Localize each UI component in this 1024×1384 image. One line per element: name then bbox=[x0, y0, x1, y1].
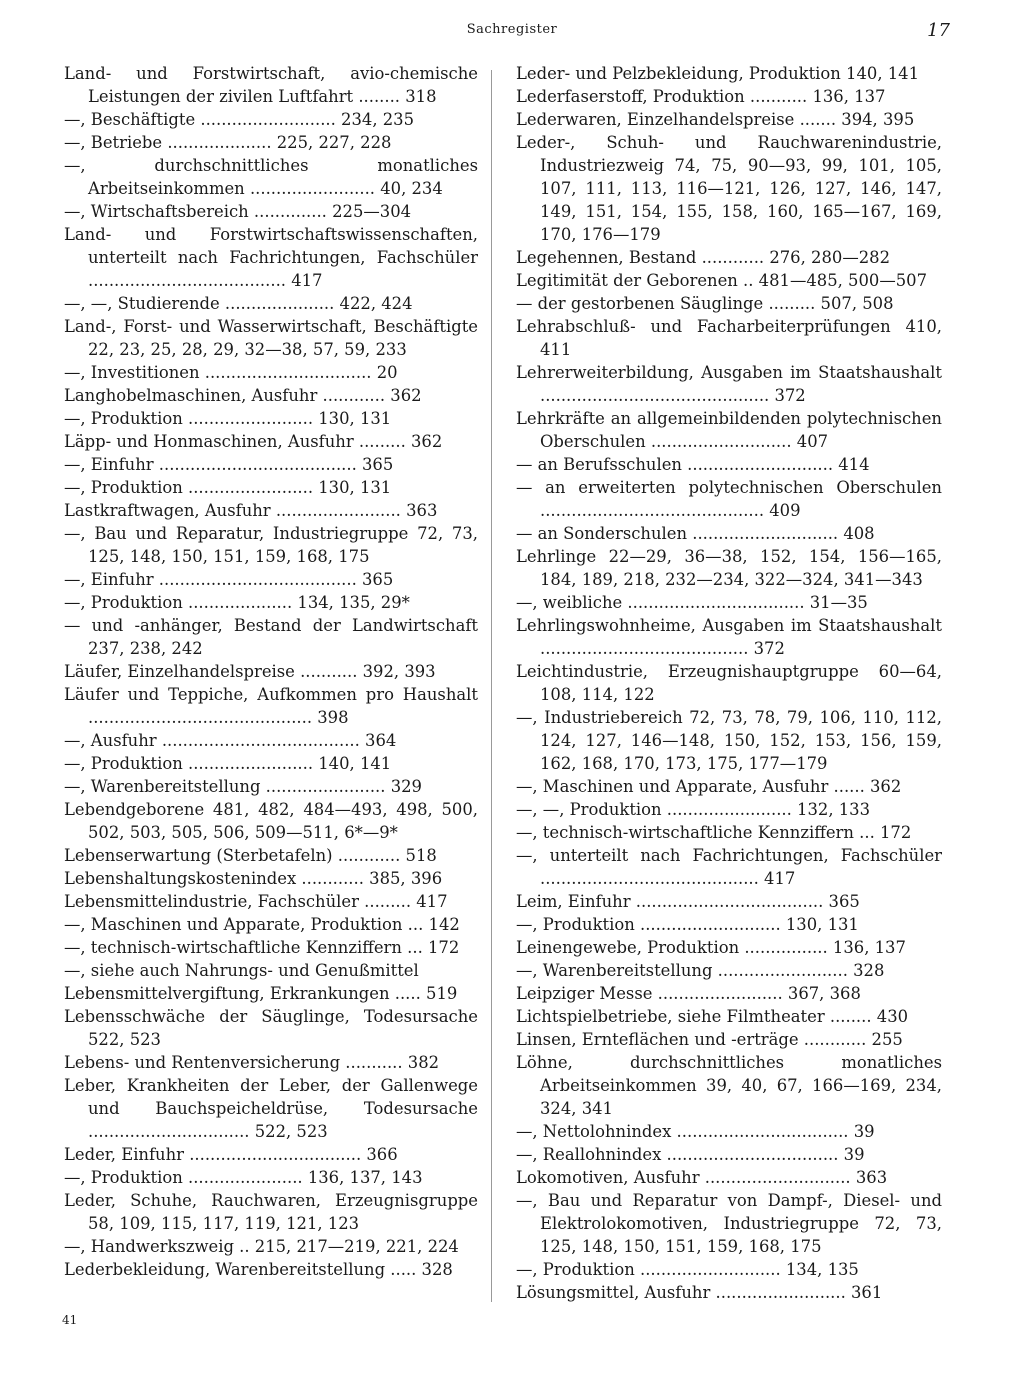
index-entry: —, Beschäftigte .......................... 234, 235 bbox=[64, 110, 415, 129]
index-entry: —, Warenbereitstellung ....................... 329 bbox=[64, 777, 422, 796]
index-entry: —, —, Studierende ..................... 422, 424 bbox=[64, 294, 413, 313]
index-entry: Leber, Krankheiten der Leber, der Gallenwege und Bauchspeicheldrüse, Todesursache ............................... 522, 523 bbox=[64, 1076, 478, 1141]
index-entry: —, unterteilt nach Fachrichtungen, Fachschüler .......................................... 417 bbox=[516, 846, 942, 888]
index-entry: Lehrerweiterbildung, Ausgaben im Staatshaushalt ............................................ 372 bbox=[516, 363, 942, 405]
index-entry: Leder, Einfuhr ................................. 366 bbox=[64, 1145, 398, 1164]
index-entry: Läufer und Teppiche, Aufkommen pro Haushalt ........................................... 398 bbox=[64, 685, 478, 727]
index-entry: —, Produktion ........................ 130, 131 bbox=[64, 478, 392, 497]
index-entry: —, Industriebereich 72, 73, 78, 79, 106, 110, 112, 124, 127, 146—148, 150, 152, 153, 156, 159, 162, 168, 170, 173, 175, 177—179 bbox=[516, 708, 942, 773]
index-entry: Lebenshaltungskostenindex ............ 385, 396 bbox=[64, 869, 443, 888]
index-entry: Löhne, durchschnittliches monatliches Arbeitseinkommen 39, 40, 67, 166—169, 234, 324, 341 bbox=[516, 1053, 942, 1118]
index-entry: Lebenserwartung (Sterbetafeln) ............ 518 bbox=[64, 846, 437, 865]
index-entry: — der gestorbenen Säuglinge ......... 507, 508 bbox=[516, 294, 894, 313]
index-entry: Lederfaserstoff, Produktion ........... 136, 137 bbox=[516, 87, 886, 106]
index-entry: — an Berufsschulen ............................ 414 bbox=[516, 455, 870, 474]
index-entry: Lebensmittelindustrie, Fachschüler ......... 417 bbox=[64, 892, 448, 911]
index-entry: Läufer, Einzelhandelspreise ........... 392, 393 bbox=[64, 662, 436, 681]
index-entry: —, Betriebe .................... 225, 227, 228 bbox=[64, 133, 392, 152]
index-entry: —, Bau und Reparatur, Industriegruppe 72, 73, 125, 148, 150, 151, 159, 168, 175 bbox=[64, 524, 478, 566]
index-entry: Leim, Einfuhr .................................... 365 bbox=[516, 892, 860, 911]
index-entry: — an Sonderschulen ............................ 408 bbox=[516, 524, 875, 543]
index-entry: Leder-, Schuh- und Rauchwarenindustrie, Industriezweig 74, 75, 90—93, 99, 101, 105, 107, 111, 113, 116—121, 126, 127, 146, 147, 149, 151, 154, 155, 158, 160, 165—167, 169, 170, 176—179 bbox=[516, 133, 942, 244]
running-header: Sachregister bbox=[466, 22, 558, 37]
index-entry: Läpp- und Honmaschinen, Ausfuhr ......... 362 bbox=[64, 432, 443, 451]
index-column-left bbox=[64, 62, 478, 1281]
index-entry: Lehrkräfte an allgemeinbildenden polytechnischen Oberschulen ........................... 407 bbox=[516, 409, 942, 451]
index-entry: —, Produktion ........................... 130, 131 bbox=[516, 915, 859, 934]
index-entry: Lichtspielbetriebe, siehe Filmtheater ........ 430 bbox=[516, 1007, 909, 1026]
index-entry: —, Investitionen ................................ 20 bbox=[64, 363, 398, 382]
index-entry: Lebensschwäche der Säuglinge, Todesursache 522, 523 bbox=[64, 1007, 478, 1049]
index-entry: Land- und Forstwirtschaftswissenschaften, unterteilt nach Fachrichtungen, Fachschüler ...................................... 417 bbox=[64, 225, 478, 290]
index-entry: Lastkraftwagen, Ausfuhr ........................ 363 bbox=[64, 501, 438, 520]
column-divider bbox=[491, 70, 492, 1302]
index-entry: Lederwaren, Einzelhandelspreise ....... 394, 395 bbox=[516, 110, 915, 129]
index-entry: —, Bau und Reparatur von Dampf-, Diesel- und Elektrolokomotiven, Industriegruppe 72, 73, 125, 148, 150, 151, 159, 168, 175 bbox=[516, 1191, 942, 1256]
index-entry: Land- und Forstwirtschaft, avio-chemische Leistungen der zivilen Luftfahrt ........ 318 bbox=[64, 64, 478, 106]
index-entry: Linsen, Ernteflächen und -erträge ............ 255 bbox=[516, 1030, 903, 1049]
index-entry: Legitimität der Geborenen .. 481—485, 500—507 bbox=[516, 271, 928, 290]
index-entry: —, Maschinen und Apparate, Produktion ... 142 bbox=[64, 915, 460, 934]
index-entry: —, Einfuhr ...................................... 365 bbox=[64, 455, 394, 474]
index-entry: —, Wirtschaftsbereich .............. 225—304 bbox=[64, 202, 412, 221]
index-entry: Land-, Forst- und Wasserwirtschaft, Beschäftigte 22, 23, 25, 28, 29, 32—38, 57, 59, 233 bbox=[64, 317, 478, 359]
index-entry: Lebensmittelvergiftung, Erkrankungen ..... 519 bbox=[64, 984, 458, 1003]
index-entry: —, technisch-wirtschaftliche Kennziffern ... 172 bbox=[516, 823, 912, 842]
index-entry: —, —, Produktion ........................ 132, 133 bbox=[516, 800, 871, 819]
index-entry: Lokomotiven, Ausfuhr ............................ 363 bbox=[516, 1168, 888, 1187]
index-entry: Leinengewebe, Produktion ................ 136, 137 bbox=[516, 938, 906, 957]
index-entry: —, Ausfuhr ...................................... 364 bbox=[64, 731, 397, 750]
index-entry: Leichtindustrie, Erzeugnishauptgruppe 60—64, 108, 114, 122 bbox=[516, 662, 942, 704]
index-entry: Lederbekleidung, Warenbereitstellung ..... 328 bbox=[64, 1260, 453, 1279]
index-entry: —, Nettolohnindex ................................. 39 bbox=[516, 1122, 875, 1141]
index-entry: Lehrlinge 22—29, 36—38, 152, 154, 156—165, 184, 189, 218, 232—234, 322—324, 341—343 bbox=[516, 547, 942, 589]
index-column-right bbox=[516, 62, 942, 1304]
index-entry: —, Produktion ........................ 140, 141 bbox=[64, 754, 392, 773]
index-entry: —, durchschnittliches monatliches Arbeitseinkommen ........................ 40, 234 bbox=[64, 156, 478, 198]
index-entry: —, Handwerkszweig .. 215, 217—219, 221, 224 bbox=[64, 1237, 459, 1256]
index-entry: Leder, Schuhe, Rauchwaren, Erzeugnisgruppe 58, 109, 115, 117, 119, 121, 123 bbox=[64, 1191, 478, 1233]
index-entry: Langhobelmaschinen, Ausfuhr ............ 362 bbox=[64, 386, 422, 405]
index-entry: Lebendgeborene 481, 482, 484—493, 498, 500, 502, 503, 505, 506, 509—511, 6*—9* bbox=[64, 800, 478, 842]
index-entry: — und -anhänger, Bestand der Landwirtschaft 237, 238, 242 bbox=[64, 616, 478, 658]
index-entry: —, Produktion ........................... 134, 135 bbox=[516, 1260, 859, 1279]
index-entry: Lehrabschluß- und Facharbeiterprüfungen 410, 411 bbox=[516, 317, 942, 359]
page-number: 17 bbox=[927, 20, 950, 41]
index-entry: —, siehe auch Nahrungs- und Genußmittel bbox=[64, 961, 419, 980]
index-entry: —, weibliche .................................. 31—35 bbox=[516, 593, 868, 612]
index-entry: Legehennen, Bestand ............ 276, 280—282 bbox=[516, 248, 890, 267]
index-entry: —, Produktion ...................... 136, 137, 143 bbox=[64, 1168, 423, 1187]
index-entry: —, Reallohnindex ................................. 39 bbox=[516, 1145, 865, 1164]
index-entry: — an erweiterten polytechnischen Oberschulen ........................................... 409 bbox=[516, 478, 942, 520]
sheet-signature: 41 bbox=[62, 1313, 78, 1327]
index-entry: —, Warenbereitstellung ......................... 328 bbox=[516, 961, 885, 980]
index-entry: Lösungsmittel, Ausfuhr ......................... 361 bbox=[516, 1283, 883, 1302]
index-entry: —, technisch-wirtschaftliche Kennziffern ... 172 bbox=[64, 938, 460, 957]
index-entry: —, Einfuhr ...................................... 365 bbox=[64, 570, 394, 589]
index-entry: Lehrlingswohnheime, Ausgaben im Staatshaushalt ........................................ 372 bbox=[516, 616, 942, 658]
index-entry: Leipziger Messe ........................ 367, 368 bbox=[516, 984, 861, 1003]
index-entry: Leder- und Pelzbekleidung, Produktion 140, 141 bbox=[516, 64, 920, 83]
index-entry: —, Produktion .................... 134, 135, 29* bbox=[64, 593, 410, 612]
index-entry: —, Produktion ........................ 130, 131 bbox=[64, 409, 392, 428]
index-entry: Lebens- und Rentenversicherung ........... 382 bbox=[64, 1053, 440, 1072]
index-entry: —, Maschinen und Apparate, Ausfuhr ...... 362 bbox=[516, 777, 902, 796]
